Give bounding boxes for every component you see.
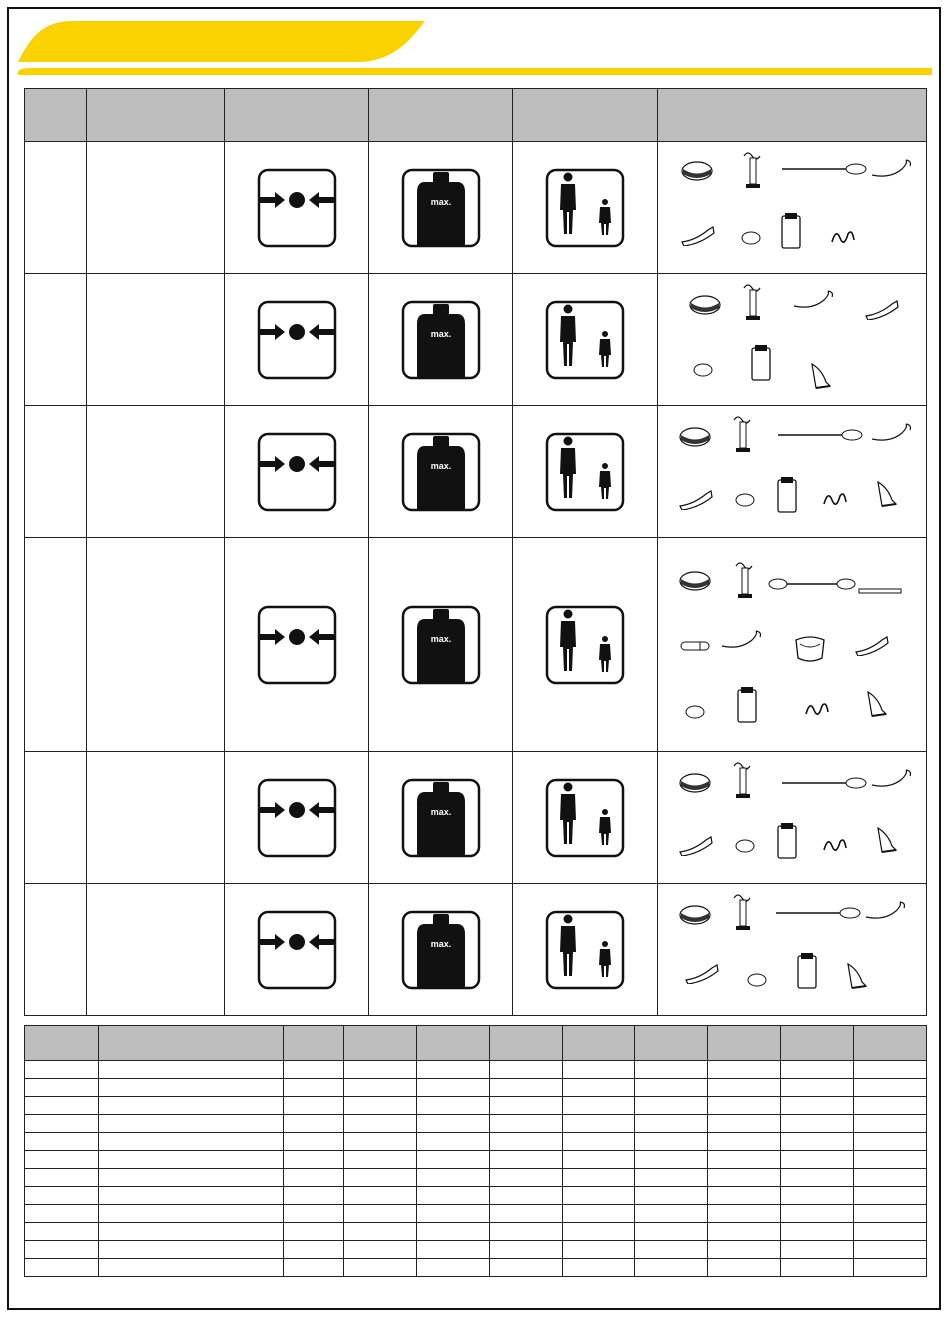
- leash-icon: [792, 288, 836, 312]
- header-cell: [658, 89, 927, 142]
- bag-icon: [678, 904, 712, 926]
- fin-icon: [874, 480, 898, 508]
- spec-header-row: [25, 89, 927, 142]
- dimension-cell: [99, 1241, 284, 1259]
- leash-icon: [720, 628, 764, 652]
- dimension-cell: [490, 1151, 563, 1169]
- valve-cap-icon: [740, 230, 762, 246]
- header-cell: [87, 89, 225, 142]
- pressure-cell: [225, 406, 369, 538]
- dimension-cell: [781, 1151, 854, 1169]
- bag-icon: [678, 426, 712, 448]
- dimension-cell: [563, 1169, 635, 1187]
- spec-row: [25, 538, 927, 752]
- fin-icon: [808, 362, 832, 390]
- dimension-row: [25, 1097, 927, 1115]
- bag-icon: [678, 772, 712, 794]
- spec-row: [25, 406, 927, 538]
- header-cell: [513, 89, 658, 142]
- dimension-cell: [417, 1115, 490, 1133]
- spec-row: [25, 752, 927, 884]
- dimension-cell: [635, 1223, 708, 1241]
- leash-icon: [870, 767, 914, 791]
- dimension-cell: [417, 1133, 490, 1151]
- dimension-row: [25, 1223, 927, 1241]
- dimension-cell: [284, 1223, 344, 1241]
- bag-icon: [688, 294, 722, 316]
- repair-kit-icon: [776, 476, 798, 514]
- dimension-header-cell: [563, 1026, 635, 1061]
- capacity-cell: [513, 538, 658, 752]
- bag-icon: [680, 160, 714, 182]
- dimension-cell: [99, 1169, 284, 1187]
- dimension-cell: [563, 1079, 635, 1097]
- capacity-cell: [513, 406, 658, 538]
- valve-cap-icon: [734, 492, 756, 508]
- dimension-cell: [344, 1169, 417, 1187]
- dimension-cell: [25, 1187, 99, 1205]
- row-number-cell: [25, 274, 87, 406]
- dimension-cell: [284, 1061, 344, 1079]
- dimension-cell: [781, 1061, 854, 1079]
- dimension-cell: [854, 1241, 927, 1259]
- capacity-cell: [513, 752, 658, 884]
- accessories-illustrations: [658, 274, 926, 405]
- handle-icon: [684, 962, 720, 984]
- dimension-cell: [284, 1133, 344, 1151]
- dimension-cell: [781, 1223, 854, 1241]
- dimension-cell: [781, 1097, 854, 1115]
- spec-row: [25, 142, 927, 274]
- weight-max-label: max.: [430, 460, 451, 471]
- adult-child-capacity-icon: [545, 432, 625, 512]
- adult-child-capacity-icon: [545, 300, 625, 380]
- banner-rule: [18, 68, 932, 75]
- double-paddle-icon: [768, 576, 856, 592]
- paddle-icon: [774, 906, 862, 920]
- accessories-cell: [658, 274, 927, 406]
- repair-kit-icon: [780, 212, 802, 250]
- dimension-cell: [284, 1097, 344, 1115]
- header-cell: [25, 89, 87, 142]
- repair-kit-icon: [750, 344, 772, 382]
- dimension-cell: [563, 1115, 635, 1133]
- capacity-cell: [513, 142, 658, 274]
- dimension-row: [25, 1169, 927, 1187]
- dimension-cell: [344, 1061, 417, 1079]
- dimension-cell: [99, 1259, 284, 1277]
- dimension-cell: [344, 1151, 417, 1169]
- strap-icon: [858, 588, 902, 594]
- pressure-arrows-icon: [257, 168, 337, 248]
- dimension-cell: [344, 1079, 417, 1097]
- max-weight-icon: [401, 605, 481, 685]
- accessories-illustrations: [658, 142, 926, 273]
- dimension-cell: [25, 1133, 99, 1151]
- pressure-cell: [225, 142, 369, 274]
- max-weight-icon: [401, 432, 481, 512]
- dimension-cell: [563, 1187, 635, 1205]
- accessories-cell: [658, 406, 927, 538]
- dimension-cell: [417, 1151, 490, 1169]
- paddle-icon: [780, 776, 868, 790]
- pump-icon: [730, 760, 756, 800]
- dimension-cell: [854, 1169, 927, 1187]
- fin-icon: [844, 962, 868, 990]
- adult-child-capacity-icon: [545, 168, 625, 248]
- dimension-cell: [99, 1079, 284, 1097]
- dimension-cell: [708, 1169, 781, 1187]
- dimension-cell: [563, 1205, 635, 1223]
- pressure-arrows-icon: [257, 910, 337, 990]
- dimension-cell: [417, 1187, 490, 1205]
- accessories-illustrations: [658, 752, 926, 883]
- dimension-cell: [344, 1241, 417, 1259]
- dimension-cell: [635, 1061, 708, 1079]
- spec-table: [24, 88, 927, 1016]
- dimension-header-cell: [781, 1026, 854, 1061]
- ankle-cord-icon: [804, 698, 830, 718]
- dimension-cell: [490, 1169, 563, 1187]
- dimension-cell: [417, 1205, 490, 1223]
- dimension-cell: [635, 1205, 708, 1223]
- dimension-cell: [99, 1223, 284, 1241]
- weight-cell: [369, 274, 513, 406]
- banner-swoosh: [18, 21, 425, 62]
- dimension-cell: [417, 1223, 490, 1241]
- dimension-cell: [417, 1169, 490, 1187]
- dimension-cell: [25, 1205, 99, 1223]
- dimension-header-cell: [25, 1026, 99, 1061]
- dimension-row: [25, 1133, 927, 1151]
- dimension-cell: [284, 1151, 344, 1169]
- dimension-cell: [781, 1169, 854, 1187]
- pressure-cell: [225, 538, 369, 752]
- fin-icon: [874, 826, 898, 854]
- dimension-cell: [854, 1205, 927, 1223]
- dimension-row: [25, 1187, 927, 1205]
- dimension-cell: [635, 1169, 708, 1187]
- dimension-header-cell: [344, 1026, 417, 1061]
- dimension-cell: [854, 1151, 927, 1169]
- dimension-cell: [708, 1241, 781, 1259]
- dimension-cell: [563, 1241, 635, 1259]
- capacity-cell: [513, 884, 658, 1016]
- pressure-cell: [225, 884, 369, 1016]
- dimension-header-cell: [417, 1026, 490, 1061]
- pressure-arrows-icon: [257, 432, 337, 512]
- dimension-cell: [708, 1187, 781, 1205]
- dimension-cell: [284, 1115, 344, 1133]
- pump-icon: [740, 150, 766, 190]
- dimension-cell: [25, 1097, 99, 1115]
- dimension-cell: [781, 1259, 854, 1277]
- dimension-cell: [284, 1079, 344, 1097]
- dimension-cell: [781, 1079, 854, 1097]
- dimension-row: [25, 1115, 927, 1133]
- dimension-header-cell: [99, 1026, 284, 1061]
- dimension-cell: [25, 1151, 99, 1169]
- dimension-cell: [490, 1061, 563, 1079]
- dimension-cell: [25, 1115, 99, 1133]
- max-weight-icon: [401, 910, 481, 990]
- dimension-cell: [284, 1187, 344, 1205]
- dimension-cell: [563, 1097, 635, 1115]
- dimension-cell: [25, 1241, 99, 1259]
- dimension-cell: [417, 1061, 490, 1079]
- dimension-cell: [708, 1115, 781, 1133]
- weight-max-label: max.: [430, 938, 451, 949]
- row-number-cell: [25, 406, 87, 538]
- pressure-arrows-icon: [257, 300, 337, 380]
- dimension-cell: [284, 1259, 344, 1277]
- weight-cell: [369, 406, 513, 538]
- dimension-cell: [490, 1223, 563, 1241]
- weight-cell: [369, 884, 513, 1016]
- weight-cell: [369, 752, 513, 884]
- leash-icon: [870, 157, 914, 181]
- fin-icon: [864, 690, 888, 718]
- ankle-cord-icon: [822, 488, 848, 508]
- accessories-cell: [658, 884, 927, 1016]
- dimension-cell: [25, 1079, 99, 1097]
- dimension-table: [24, 1025, 927, 1277]
- dimension-cell: [635, 1079, 708, 1097]
- model-name-cell: [87, 274, 225, 406]
- valve-cap-icon: [684, 704, 706, 720]
- dimension-header-cell: [708, 1026, 781, 1061]
- weight-max-label: max.: [430, 328, 451, 339]
- weight-max-label: max.: [430, 633, 451, 644]
- dimension-cell: [417, 1241, 490, 1259]
- dimension-cell: [635, 1151, 708, 1169]
- dimension-cell: [708, 1061, 781, 1079]
- ankle-cord-icon: [822, 834, 848, 854]
- ankle-cord-icon: [830, 226, 856, 246]
- valve-cap-icon: [692, 362, 714, 378]
- pump-icon: [732, 560, 758, 600]
- dimension-cell: [490, 1079, 563, 1097]
- valve-cap-icon: [734, 838, 756, 854]
- dimension-cell: [99, 1187, 284, 1205]
- header-cell: [369, 89, 513, 142]
- dimension-cell: [99, 1061, 284, 1079]
- adult-child-capacity-icon: [545, 605, 625, 685]
- dimension-cell: [854, 1115, 927, 1133]
- model-name-cell: [87, 142, 225, 274]
- pump-icon: [730, 414, 756, 454]
- dimension-cell: [781, 1241, 854, 1259]
- pump-icon: [740, 282, 766, 322]
- dimension-cell: [635, 1241, 708, 1259]
- dimension-cell: [25, 1259, 99, 1277]
- dimension-header-cell: [635, 1026, 708, 1061]
- dimension-cell: [344, 1133, 417, 1151]
- dimension-cell: [344, 1223, 417, 1241]
- dimension-cell: [417, 1259, 490, 1277]
- dimension-cell: [708, 1205, 781, 1223]
- dimension-cell: [635, 1097, 708, 1115]
- dimension-cell: [99, 1097, 284, 1115]
- accessories-cell: [658, 538, 927, 752]
- dimension-cell: [344, 1205, 417, 1223]
- dimension-cell: [99, 1115, 284, 1133]
- dimension-cell: [490, 1259, 563, 1277]
- dimension-cell: [854, 1187, 927, 1205]
- handle-icon: [864, 298, 900, 320]
- dimension-cell: [635, 1259, 708, 1277]
- handle-icon: [680, 224, 716, 246]
- dimension-cell: [781, 1205, 854, 1223]
- max-weight-icon: [401, 300, 481, 380]
- dimension-cell: [284, 1241, 344, 1259]
- row-number-cell: [25, 142, 87, 274]
- dimension-cell: [563, 1259, 635, 1277]
- dimension-cell: [25, 1223, 99, 1241]
- spec-row: [25, 884, 927, 1016]
- dimension-cell: [708, 1133, 781, 1151]
- dimension-cell: [854, 1223, 927, 1241]
- weight-max-label: max.: [430, 806, 451, 817]
- handle-icon: [678, 834, 714, 856]
- dimension-cell: [563, 1133, 635, 1151]
- dimension-cell: [490, 1133, 563, 1151]
- dimension-cell: [344, 1097, 417, 1115]
- dimension-cell: [781, 1115, 854, 1133]
- dimension-cell: [99, 1151, 284, 1169]
- valve-cap-icon: [746, 972, 768, 988]
- seat-icon: [790, 634, 830, 664]
- dimension-cell: [635, 1115, 708, 1133]
- dimension-cell: [417, 1097, 490, 1115]
- model-name-cell: [87, 884, 225, 1016]
- dimension-header-cell: [854, 1026, 927, 1061]
- max-weight-icon: [401, 778, 481, 858]
- row-number-cell: [25, 538, 87, 752]
- weight-cell: [369, 142, 513, 274]
- header-cell: [225, 89, 369, 142]
- dimension-cell: [284, 1205, 344, 1223]
- dimension-cell: [563, 1223, 635, 1241]
- dimension-cell: [708, 1223, 781, 1241]
- pressure-arrows-icon: [257, 778, 337, 858]
- adult-child-capacity-icon: [545, 778, 625, 858]
- row-number-cell: [25, 884, 87, 1016]
- weight-cell: [369, 538, 513, 752]
- dimension-cell: [854, 1097, 927, 1115]
- dimension-cell: [490, 1187, 563, 1205]
- dimension-cell: [854, 1079, 927, 1097]
- dimension-cell: [25, 1169, 99, 1187]
- dimension-cell: [635, 1133, 708, 1151]
- dimension-cell: [708, 1079, 781, 1097]
- dimension-cell: [490, 1241, 563, 1259]
- dimension-cell: [854, 1133, 927, 1151]
- dimension-cell: [99, 1205, 284, 1223]
- accessories-cell: [658, 142, 927, 274]
- dimension-cell: [417, 1079, 490, 1097]
- dimension-cell: [708, 1151, 781, 1169]
- accessories-illustrations: [658, 406, 926, 537]
- dimension-cell: [563, 1151, 635, 1169]
- dimension-cell: [284, 1169, 344, 1187]
- leash-icon: [870, 421, 914, 445]
- accessories-cell: [658, 752, 927, 884]
- row-number-cell: [25, 752, 87, 884]
- dimension-cell: [854, 1061, 927, 1079]
- dimension-row: [25, 1205, 927, 1223]
- dimension-cell: [490, 1205, 563, 1223]
- dimension-cell: [490, 1097, 563, 1115]
- model-name-cell: [87, 406, 225, 538]
- dimension-row: [25, 1151, 927, 1169]
- max-weight-icon: [401, 168, 481, 248]
- adult-child-capacity-icon: [545, 910, 625, 990]
- weight-max-label: max.: [430, 196, 451, 207]
- yellow-header-banner: [0, 0, 950, 80]
- dimension-cell: [781, 1187, 854, 1205]
- pressure-cell: [225, 752, 369, 884]
- dimension-row: [25, 1241, 927, 1259]
- paddle-icon: [776, 428, 864, 442]
- accessories-illustrations: [658, 538, 926, 751]
- dimension-cell: [708, 1097, 781, 1115]
- dimension-row: [25, 1259, 927, 1277]
- dimension-row: [25, 1061, 927, 1079]
- roller-icon: [680, 640, 710, 652]
- pump-icon: [730, 892, 756, 932]
- pressure-arrows-icon: [257, 605, 337, 685]
- dimension-header-cell: [284, 1026, 344, 1061]
- bag-icon: [678, 570, 712, 592]
- pressure-cell: [225, 274, 369, 406]
- leash-icon: [864, 899, 908, 923]
- dimension-cell: [344, 1187, 417, 1205]
- dimension-header-cell: [490, 1026, 563, 1061]
- handle-icon: [854, 634, 890, 656]
- dimension-cell: [635, 1187, 708, 1205]
- dimension-cell: [99, 1133, 284, 1151]
- paddle-icon: [780, 162, 868, 176]
- handle-icon: [678, 488, 714, 510]
- repair-kit-icon: [776, 822, 798, 860]
- dimension-cell: [781, 1133, 854, 1151]
- dimension-cell: [344, 1115, 417, 1133]
- dimension-cell: [708, 1259, 781, 1277]
- dimension-cell: [344, 1259, 417, 1277]
- capacity-cell: [513, 274, 658, 406]
- dimension-row: [25, 1079, 927, 1097]
- dimension-cell: [25, 1061, 99, 1079]
- model-name-cell: [87, 538, 225, 752]
- repair-kit-icon: [736, 686, 758, 724]
- dimension-header-row: [25, 1026, 927, 1061]
- dimension-cell: [563, 1061, 635, 1079]
- dimension-cell: [854, 1259, 927, 1277]
- accessories-illustrations: [658, 884, 926, 1015]
- dimension-cell: [490, 1115, 563, 1133]
- spec-row: [25, 274, 927, 406]
- model-name-cell: [87, 752, 225, 884]
- repair-kit-icon: [796, 952, 818, 990]
